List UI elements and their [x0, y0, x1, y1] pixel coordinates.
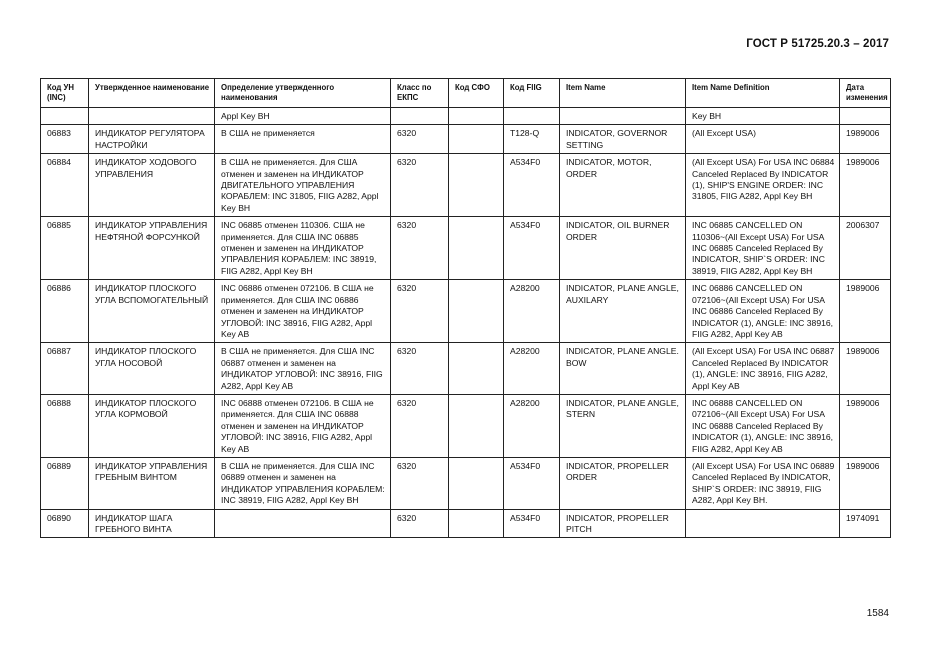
- col-header-inc: Код УН (INC): [41, 79, 89, 108]
- col-header-item-name: Item Name: [560, 79, 686, 108]
- col-header-date: Дата изменения: [840, 79, 891, 108]
- cell-definition-ru: INC 06886 отменен 072106. В США не применяется. Для США INC 06886 отменен и заменен на ИНДИКАТОР УГЛОВОЙ: INC 38916, FIIG A282, Appl Key AB: [215, 280, 391, 343]
- cell-class: 6320: [391, 280, 449, 343]
- table-header-row: [41, 79, 891, 108]
- cell-name-ru: ИНДИКАТОР ШАГА ГРЕБНОГО ВИНТА: [89, 509, 215, 538]
- cell-name-ru: ИНДИКАТОР УПРАВЛЕНИЯ НЕФТЯНОЙ ФОРСУНКОЙ: [89, 217, 215, 280]
- cell-sfo: [449, 394, 504, 457]
- document-standard-header: ГОСТ Р 51725.20.3 – 2017: [746, 38, 889, 50]
- cell: [449, 108, 504, 125]
- cell-fiig: A534F0: [504, 154, 560, 217]
- cell-name-ru: ИНДИКАТОР ПЛОСКОГО УГЛА НОСОВОЙ: [89, 343, 215, 395]
- cell-sfo: [449, 343, 504, 395]
- cell-date: 1989006: [840, 394, 891, 457]
- cell-sfo: [449, 125, 504, 154]
- cell-name-ru: ИНДИКАТОР ПЛОСКОГО УГЛА КОРМОВОЙ: [89, 394, 215, 457]
- cell-class: 6320: [391, 125, 449, 154]
- cell-name-ru: ИНДИКАТОР РЕГУЛЯТОРА НАСТРОЙКИ: [89, 125, 215, 154]
- cell: [89, 108, 215, 125]
- cell-item-name: INDICATOR, MOTOR, ORDER: [560, 154, 686, 217]
- cell-item-definition: [686, 509, 840, 538]
- cell-class: 6320: [391, 154, 449, 217]
- col-header-definition-ru: Определение утвержденного наименования: [215, 79, 391, 108]
- cell: [560, 108, 686, 125]
- cell-item-definition: INC 06888 CANCELLED ON 072106~(All Except USA) For USA INC 06888 Canceled Replaced By INDICATOR (1), ANGLE: INC 38916, FIIG A282, Appl Key AB: [686, 394, 840, 457]
- table-row: [41, 280, 891, 343]
- table-row: [41, 394, 891, 457]
- cell-item-name: INDICATOR, PLANE ANGLE. BOW: [560, 343, 686, 395]
- cell-fiig: A534F0: [504, 217, 560, 280]
- table-row: [41, 125, 891, 154]
- cell-item-name: INDICATOR, OIL BURNER ORDER: [560, 217, 686, 280]
- cell-item-definition: INC 06885 CANCELLED ON 110306~(All Except USA) For USA INC 06885 Canceled Replaced By INDICATOR, SHIP`S ORDER: INC 38919, FIIG A282, Appl Key BH: [686, 217, 840, 280]
- cell-inc: 06889: [41, 457, 89, 509]
- cell-sfo: [449, 509, 504, 538]
- continuation-row: [41, 108, 891, 125]
- cell-name-ru: ИНДИКАТОР ПЛОСКОГО УГЛА ВСПОМОГАТЕЛЬНЫЙ: [89, 280, 215, 343]
- cell-item-name: INDICATOR, PLANE ANGLE, STERN: [560, 394, 686, 457]
- cell-class: 6320: [391, 343, 449, 395]
- cell-definition-ru: В США не применяется: [215, 125, 391, 154]
- cell-fiig: A534F0: [504, 509, 560, 538]
- cell-fiig: T128-Q: [504, 125, 560, 154]
- cell-name-ru: ИНДИКАТОР ХОДОВОГО УПРАВЛЕНИЯ: [89, 154, 215, 217]
- table-row: [41, 217, 891, 280]
- col-header-fiig: Код FIIG: [504, 79, 560, 108]
- cell-name-ru: ИНДИКАТОР УПРАВЛЕНИЯ ГРЕБНЫМ ВИНТОМ: [89, 457, 215, 509]
- cell-definition-ru: В США не применяется. Для США INC 06889 отменен и заменен на ИНДИКАТОР УПРАВЛЕНИЯ КОРАБЛЕМ: INC 38919, FIIG A282, Appl Key BH: [215, 457, 391, 509]
- cell-fiig: A534F0: [504, 457, 560, 509]
- cell-item-name: INDICATOR, PLANE ANGLE, AUXILARY: [560, 280, 686, 343]
- cell-definition-ru: В США не применяется. Для США INC 06887 отменен и заменен на ИНДИКАТОР УГЛОВОЙ: INC 38916, FIIG A282, Appl Key AB: [215, 343, 391, 395]
- cell-item-definition: INC 06886 CANCELLED ON 072106~(All Except USA) For USA INC 06886 Canceled Replaced By INDICATOR (1), ANGLE: INC 38916, FIIG A282, Appl Key AB: [686, 280, 840, 343]
- cell-definition-ru: INC 06885 отменен 110306. США не применяется. Для США INC 06885 отменен и заменен на ИНДИКАТОР УПРАВЛЕНИЯ КОРАБЛЕМ: INC 38919, FIIG A282, Appl Key BH: [215, 217, 391, 280]
- cell-item-name: INDICATOR, GOVERNOR SETTING: [560, 125, 686, 154]
- cell: [391, 108, 449, 125]
- cell-definition-en: Key BH: [686, 108, 840, 125]
- cell-inc: 06885: [41, 217, 89, 280]
- cell-sfo: [449, 154, 504, 217]
- table-row: [41, 509, 891, 538]
- cell-fiig: A28200: [504, 280, 560, 343]
- cell-inc: 06886: [41, 280, 89, 343]
- table-row: [41, 154, 891, 217]
- cell-inc: 06888: [41, 394, 89, 457]
- cell-date: 1974091: [840, 509, 891, 538]
- cell-date: 1989006: [840, 280, 891, 343]
- cell-class: 6320: [391, 457, 449, 509]
- cell-class: 6320: [391, 394, 449, 457]
- cell-item-definition: (All Except USA) For USA INC 06884 Canceled Replaced By INDICATOR (1), SHIP'S ENGINE ORDER: INC 31805, FIIG A282, Appl Key BH: [686, 154, 840, 217]
- cell-class: 6320: [391, 509, 449, 538]
- table-row: [41, 343, 891, 395]
- cell-date: 1989006: [840, 457, 891, 509]
- cell-sfo: [449, 457, 504, 509]
- cell-sfo: [449, 217, 504, 280]
- cell-definition-ru: Appl Key BH: [215, 108, 391, 125]
- cell-item-definition: (All Except USA) For USA INC 06887 Canceled Replaced By INDICATOR (1), ANGLE: INC 38916, FIIG A282, Appl Key AB: [686, 343, 840, 395]
- cell-fiig: A28200: [504, 394, 560, 457]
- cell-inc: 06887: [41, 343, 89, 395]
- page-number: 1584: [866, 608, 889, 619]
- cell-item-definition: (All Except USA): [686, 125, 840, 154]
- inc-table: [40, 78, 891, 538]
- cell-date: 1989006: [840, 125, 891, 154]
- col-header-item-definition: Item Name Definition: [686, 79, 840, 108]
- cell-sfo: [449, 280, 504, 343]
- cell-inc: 06884: [41, 154, 89, 217]
- cell: [41, 108, 89, 125]
- cell-definition-ru: [215, 509, 391, 538]
- col-header-class: Класс по ЕКПС: [391, 79, 449, 108]
- cell-inc: 06890: [41, 509, 89, 538]
- cell-item-name: INDICATOR, PROPELLER PITCH: [560, 509, 686, 538]
- cell-item-name: INDICATOR, PROPELLER ORDER: [560, 457, 686, 509]
- col-header-sfo: Код СФО: [449, 79, 504, 108]
- cell-inc: 06883: [41, 125, 89, 154]
- cell: [504, 108, 560, 125]
- table-row: [41, 457, 891, 509]
- col-header-name-ru: Утвержденное наименование: [89, 79, 215, 108]
- cell-date: 2006307: [840, 217, 891, 280]
- cell-item-definition: (All Except USA) For USA INC 06889 Canceled Replaced By INDICATOR, SHIP`S ORDER: INC 38919, FIIG A282, Appl Key BH.: [686, 457, 840, 509]
- cell-fiig: A28200: [504, 343, 560, 395]
- cell-class: 6320: [391, 217, 449, 280]
- cell-definition-ru: INC 06888 отменен 072106. В США не применяется. Для США INC 06888 отменен и заменен на ИНДИКАТОР УГЛОВОЙ: INC 38916, FIIG A282, Appl Key AB: [215, 394, 391, 457]
- cell: [840, 108, 891, 125]
- cell-date: 1989006: [840, 154, 891, 217]
- cell-date: 1989006: [840, 343, 891, 395]
- cell-definition-ru: В США не применяется. Для США отменен и заменен на ИНДИКАТОР ДВИГАТЕЛЬНОГО УПРАВЛЕНИЯ КОРАБЛЕМ: INC 31805, FIIG A282, Appl Key BH: [215, 154, 391, 217]
